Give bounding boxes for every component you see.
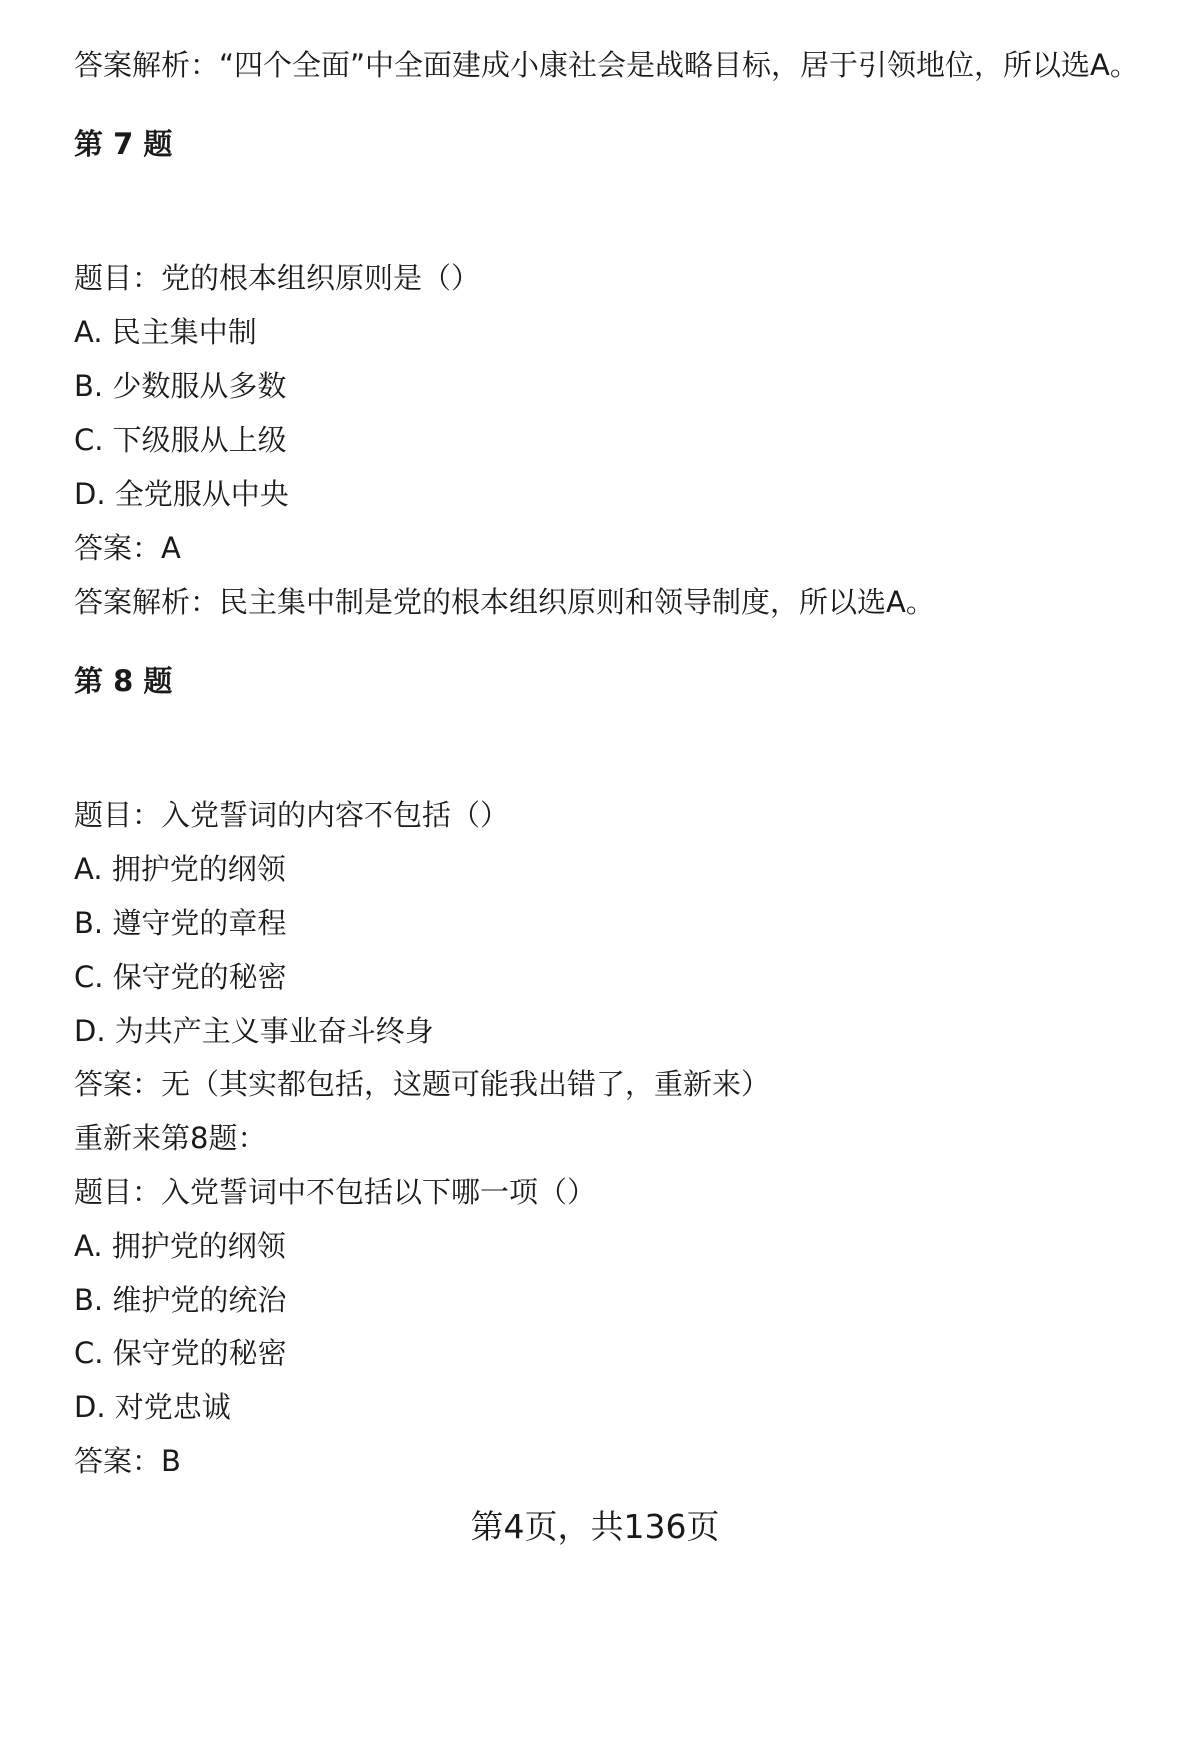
question-8-answer: 答案：无（其实都包括，这题可能我出错了，重新来） <box>74 1067 771 1101</box>
question-8-redo-option-a: A. 拥护党的纲领 <box>74 1229 286 1263</box>
question-8-redo-option-b: B. 维护党的统治 <box>74 1283 287 1317</box>
page-footer: 第4页，共136页 <box>470 1507 720 1546</box>
question-7-stem: 题目：党的根本组织原则是（） <box>74 261 481 295</box>
question-8-redo-option-c: C. 保守党的秘密 <box>74 1336 287 1370</box>
question-7-heading: 第 7 题 <box>74 127 173 161</box>
question-8-option-a: A. 拥护党的纲领 <box>74 852 286 886</box>
question-7-option-c: C. 下级服从上级 <box>74 423 287 457</box>
question-7-option-b: B. 少数服从多数 <box>74 369 287 403</box>
question-7-answer: 答案：A <box>74 531 181 565</box>
question-8-redo-option-d: D. 对党忠诚 <box>74 1390 231 1424</box>
previous-analysis: 答案解析：“四个全面”中全面建成小康社会是战略目标，居于引领地位，所以选A。 <box>74 48 1139 82</box>
question-8-option-d: D. 为共产主义事业奋斗终身 <box>74 1014 434 1048</box>
question-8-redo-answer: 答案：B <box>74 1444 181 1478</box>
question-8-redo-label: 重新来第8题： <box>74 1121 267 1155</box>
question-7-option-a: A. 民主集中制 <box>74 315 257 349</box>
question-7-option-d: D. 全党服从中央 <box>74 477 289 511</box>
question-8-stem: 题目：入党誓词的内容不包括（） <box>74 798 510 832</box>
question-7-analysis: 答案解析：民主集中制是党的根本组织原则和领导制度，所以选A。 <box>74 585 935 619</box>
question-8-option-b: B. 遵守党的章程 <box>74 906 287 940</box>
question-8-heading: 第 8 题 <box>74 664 173 698</box>
question-8-redo-stem: 题目：入党誓词中不包括以下哪一项（） <box>74 1175 597 1209</box>
question-8-option-c: C. 保守党的秘密 <box>74 960 287 994</box>
